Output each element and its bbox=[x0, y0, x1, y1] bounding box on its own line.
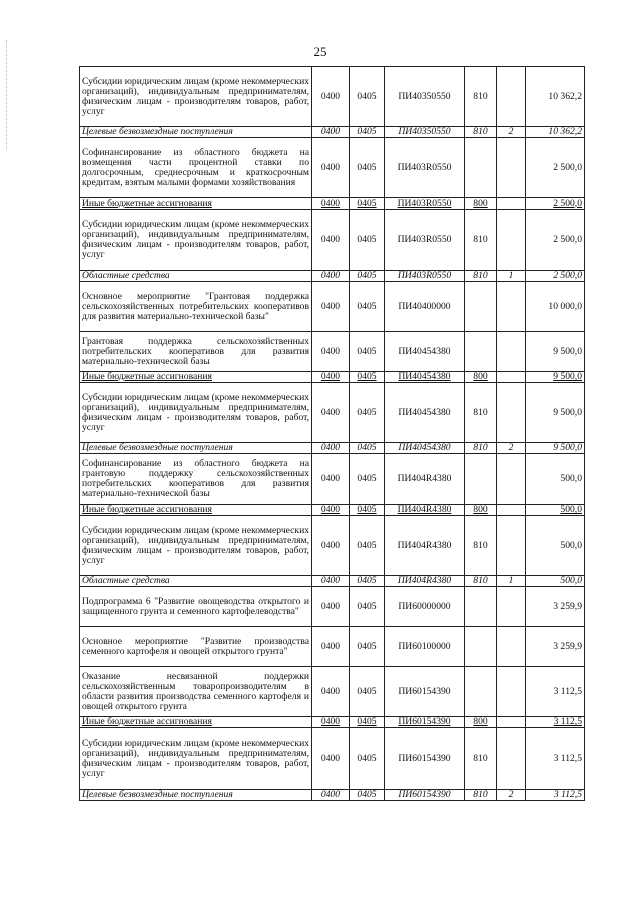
amount-cell: 3 112,5 bbox=[526, 717, 585, 728]
expense-type-cell: 800 bbox=[465, 717, 497, 728]
item-name-cell: Основное мероприятие "Развитие производства семенного картофеля и овощей открытого грунта" bbox=[80, 627, 312, 667]
expense-type-cell bbox=[465, 587, 497, 627]
section-code-cell: 0400 bbox=[312, 516, 350, 576]
section-code-cell: 0400 bbox=[312, 67, 350, 127]
section-code-cell: 0400 bbox=[312, 271, 350, 282]
source-code-cell bbox=[497, 587, 526, 627]
source-code-cell: 2 bbox=[497, 790, 526, 801]
target-article-cell: ПИ404R4380 bbox=[385, 454, 465, 505]
amount-cell: 9 500,0 bbox=[526, 332, 585, 372]
target-article-cell: ПИ40400000 bbox=[385, 282, 465, 332]
section-code-cell: 0400 bbox=[312, 667, 350, 717]
subsection-code-cell: 0405 bbox=[350, 138, 385, 198]
amount-cell: 3 112,5 bbox=[526, 667, 585, 717]
source-code-cell bbox=[497, 505, 526, 516]
subsection-code-cell: 0405 bbox=[350, 67, 385, 127]
target-article-cell: ПИ403R0550 bbox=[385, 138, 465, 198]
source-code-cell: 2 bbox=[497, 443, 526, 454]
expense-type-cell bbox=[465, 667, 497, 717]
expense-type-cell: 810 bbox=[465, 127, 497, 138]
table-row bbox=[80, 332, 585, 372]
item-name-cell: Субсидии юридическим лицам (кроме некоммерческих организаций), индивидуальным предпринимателям, физическим лицам - производителям товаров, работ, услуг bbox=[80, 383, 312, 443]
section-code-cell: 0400 bbox=[312, 282, 350, 332]
source-code-cell bbox=[497, 138, 526, 198]
source-code-cell bbox=[497, 717, 526, 728]
section-code-cell: 0400 bbox=[312, 576, 350, 587]
subsection-code-cell: 0405 bbox=[350, 505, 385, 516]
expense-type-cell: 800 bbox=[465, 198, 497, 210]
expense-type-cell bbox=[465, 138, 497, 198]
budget-table-body bbox=[80, 67, 585, 801]
amount-cell: 500,0 bbox=[526, 454, 585, 505]
table-row bbox=[80, 505, 585, 516]
amount-cell: 500,0 bbox=[526, 516, 585, 576]
expense-type-cell bbox=[465, 282, 497, 332]
target-article-cell: ПИ40350550 bbox=[385, 67, 465, 127]
source-code-cell bbox=[497, 282, 526, 332]
table-row bbox=[80, 210, 585, 271]
subsection-code-cell: 0405 bbox=[350, 516, 385, 576]
item-name-cell: Целевые безвозмездные поступления bbox=[80, 127, 312, 138]
subsection-code-cell: 0405 bbox=[350, 127, 385, 138]
table-row bbox=[80, 372, 585, 383]
table-row bbox=[80, 454, 585, 505]
expense-type-cell: 810 bbox=[465, 728, 497, 790]
amount-cell: 500,0 bbox=[526, 576, 585, 587]
target-article-cell: ПИ60154390 bbox=[385, 667, 465, 717]
section-code-cell: 0400 bbox=[312, 627, 350, 667]
section-code-cell: 0400 bbox=[312, 505, 350, 516]
item-name-cell: Субсидии юридическим лицам (кроме некоммерческих организаций), индивидуальным предпринимателям, физическим лицам - производителям товаров, работ, услуг bbox=[80, 516, 312, 576]
amount-cell: 10 362,2 bbox=[526, 67, 585, 127]
section-code-cell: 0400 bbox=[312, 198, 350, 210]
item-name-cell: Целевые безвозмездные поступления bbox=[80, 790, 312, 801]
budget-table bbox=[79, 66, 585, 801]
table-row bbox=[80, 667, 585, 717]
item-name-cell: Целевые безвозмездные поступления bbox=[80, 443, 312, 454]
target-article-cell: ПИ404R4380 bbox=[385, 576, 465, 587]
target-article-cell: ПИ60000000 bbox=[385, 587, 465, 627]
source-code-cell: 1 bbox=[497, 271, 526, 282]
subsection-code-cell: 0405 bbox=[350, 587, 385, 627]
table-row bbox=[80, 587, 585, 627]
source-code-cell bbox=[497, 728, 526, 790]
item-name-cell: Областные средства bbox=[80, 576, 312, 587]
item-name-cell: Грантовая поддержка сельскохозяйственных потребительских кооперативов для развития материально-технической базы bbox=[80, 332, 312, 372]
target-article-cell: ПИ60154390 bbox=[385, 728, 465, 790]
item-name-cell: Субсидии юридическим лицам (кроме некоммерческих организаций), индивидуальным предпринимателям, физическим лицам - производителям товаров, работ, услуг bbox=[80, 67, 312, 127]
item-name-cell: Софинансирование из областного бюджета на возмещения части процентной ставки по долгосрочным, среднесрочным и краткосрочным кредитам, взятым малыми формами хозяйствования bbox=[80, 138, 312, 198]
subsection-code-cell: 0405 bbox=[350, 667, 385, 717]
item-name-cell: Оказание несвязанной поддержки сельскохозяйственным товаропроизводителям в области развития производства семенного картофеля и овощей открытого грунта bbox=[80, 667, 312, 717]
expense-type-cell: 810 bbox=[465, 210, 497, 271]
section-code-cell: 0400 bbox=[312, 790, 350, 801]
source-code-cell bbox=[497, 627, 526, 667]
section-code-cell: 0400 bbox=[312, 372, 350, 383]
item-name-cell: Иные бюджетные ассигнования bbox=[80, 372, 312, 383]
source-code-cell bbox=[497, 67, 526, 127]
source-code-cell bbox=[497, 383, 526, 443]
target-article-cell: ПИ403R0550 bbox=[385, 198, 465, 210]
table-row bbox=[80, 271, 585, 282]
table-row bbox=[80, 516, 585, 576]
item-name-cell: Иные бюджетные ассигнования bbox=[80, 505, 312, 516]
expense-type-cell: 810 bbox=[465, 576, 497, 587]
target-article-cell: ПИ60154390 bbox=[385, 717, 465, 728]
table-row bbox=[80, 443, 585, 454]
item-name-cell: Иные бюджетные ассигнования bbox=[80, 717, 312, 728]
source-code-cell bbox=[497, 454, 526, 505]
subsection-code-cell: 0405 bbox=[350, 372, 385, 383]
amount-cell: 500,0 bbox=[526, 505, 585, 516]
section-code-cell: 0400 bbox=[312, 127, 350, 138]
item-name-cell: Субсидии юридическим лицам (кроме некоммерческих организаций), индивидуальным предпринимателям, физическим лицам - производителям товаров, работ, услуг bbox=[80, 728, 312, 790]
subsection-code-cell: 0405 bbox=[350, 717, 385, 728]
amount-cell: 9 500,0 bbox=[526, 443, 585, 454]
expense-type-cell: 810 bbox=[465, 271, 497, 282]
item-name-cell: Областные средства bbox=[80, 271, 312, 282]
section-code-cell: 0400 bbox=[312, 587, 350, 627]
amount-cell: 2 500,0 bbox=[526, 138, 585, 198]
subsection-code-cell: 0405 bbox=[350, 728, 385, 790]
expense-type-cell bbox=[465, 627, 497, 667]
source-code-cell bbox=[497, 516, 526, 576]
table-row bbox=[80, 576, 585, 587]
section-code-cell: 0400 bbox=[312, 728, 350, 790]
item-name-cell: Софинансирование из областного бюджета на грантовую поддержку сельскохозяйственных потребительских кооперативов для развития материально-технической базы bbox=[80, 454, 312, 505]
target-article-cell: ПИ40454380 bbox=[385, 372, 465, 383]
table-row bbox=[80, 127, 585, 138]
expense-type-cell: 810 bbox=[465, 790, 497, 801]
table-row bbox=[80, 198, 585, 210]
amount-cell: 2 500,0 bbox=[526, 271, 585, 282]
section-code-cell: 0400 bbox=[312, 443, 350, 454]
expense-type-cell: 810 bbox=[465, 383, 497, 443]
section-code-cell: 0400 bbox=[312, 717, 350, 728]
amount-cell: 3 259,9 bbox=[526, 587, 585, 627]
item-name-cell: Основное мероприятие "Грантовая поддержка сельскохозяйственных потребительских кооперативов для развития материально-технической базы" bbox=[80, 282, 312, 332]
amount-cell: 3 112,5 bbox=[526, 790, 585, 801]
table-row bbox=[80, 67, 585, 127]
subsection-code-cell: 0405 bbox=[350, 576, 385, 587]
expense-type-cell: 800 bbox=[465, 372, 497, 383]
amount-cell: 10 000,0 bbox=[526, 282, 585, 332]
section-code-cell: 0400 bbox=[312, 454, 350, 505]
table-row bbox=[80, 383, 585, 443]
amount-cell: 2 500,0 bbox=[526, 210, 585, 271]
subsection-code-cell: 0405 bbox=[350, 627, 385, 667]
subsection-code-cell: 0405 bbox=[350, 332, 385, 372]
table-row bbox=[80, 138, 585, 198]
subsection-code-cell: 0405 bbox=[350, 210, 385, 271]
target-article-cell: ПИ60154390 bbox=[385, 790, 465, 801]
table-row bbox=[80, 790, 585, 801]
table-row bbox=[80, 728, 585, 790]
expense-type-cell: 810 bbox=[465, 67, 497, 127]
subsection-code-cell: 0405 bbox=[350, 198, 385, 210]
target-article-cell: ПИ403R0550 bbox=[385, 271, 465, 282]
item-name-cell: Иные бюджетные ассигнования bbox=[80, 198, 312, 210]
table-row bbox=[80, 282, 585, 332]
source-code-cell: 2 bbox=[497, 127, 526, 138]
section-code-cell: 0400 bbox=[312, 383, 350, 443]
target-article-cell: ПИ403R0550 bbox=[385, 210, 465, 271]
expense-type-cell bbox=[465, 332, 497, 372]
section-code-cell: 0400 bbox=[312, 138, 350, 198]
expense-type-cell: 800 bbox=[465, 505, 497, 516]
item-name-cell: Подпрограмма 6 "Развитие овощеводства открытого и защищенного грунта и семенного картофелеводства" bbox=[80, 587, 312, 627]
section-code-cell: 0400 bbox=[312, 210, 350, 271]
table-row bbox=[80, 717, 585, 728]
subsection-code-cell: 0405 bbox=[350, 282, 385, 332]
subsection-code-cell: 0405 bbox=[350, 271, 385, 282]
amount-cell: 2 500,0 bbox=[526, 198, 585, 210]
target-article-cell: ПИ40454380 bbox=[385, 332, 465, 372]
table-row bbox=[80, 627, 585, 667]
expense-type-cell bbox=[465, 454, 497, 505]
target-article-cell: ПИ40350550 bbox=[385, 127, 465, 138]
source-code-cell bbox=[497, 667, 526, 717]
target-article-cell: ПИ40454380 bbox=[385, 443, 465, 454]
amount-cell: 9 500,0 bbox=[526, 383, 585, 443]
source-code-cell bbox=[497, 198, 526, 210]
source-code-cell bbox=[497, 372, 526, 383]
item-name-cell: Субсидии юридическим лицам (кроме некоммерческих организаций), индивидуальным предпринимателям, физическим лицам - производителям товаров, работ, услуг bbox=[80, 210, 312, 271]
source-code-cell: 1 bbox=[497, 576, 526, 587]
subsection-code-cell: 0405 bbox=[350, 443, 385, 454]
target-article-cell: ПИ40454380 bbox=[385, 383, 465, 443]
amount-cell: 3 112,5 bbox=[526, 728, 585, 790]
expense-type-cell: 810 bbox=[465, 443, 497, 454]
subsection-code-cell: 0405 bbox=[350, 790, 385, 801]
source-code-cell bbox=[497, 210, 526, 271]
target-article-cell: ПИ60100000 bbox=[385, 627, 465, 667]
target-article-cell: ПИ404R4380 bbox=[385, 505, 465, 516]
subsection-code-cell: 0405 bbox=[350, 383, 385, 443]
expense-type-cell: 810 bbox=[465, 516, 497, 576]
source-code-cell bbox=[497, 332, 526, 372]
target-article-cell: ПИ404R4380 bbox=[385, 516, 465, 576]
section-code-cell: 0400 bbox=[312, 332, 350, 372]
subsection-code-cell: 0405 bbox=[350, 454, 385, 505]
amount-cell: 10 362,2 bbox=[526, 127, 585, 138]
amount-cell: 3 259,9 bbox=[526, 627, 585, 667]
page-number: 25 bbox=[313, 44, 327, 59]
amount-cell: 9 500,0 bbox=[526, 372, 585, 383]
